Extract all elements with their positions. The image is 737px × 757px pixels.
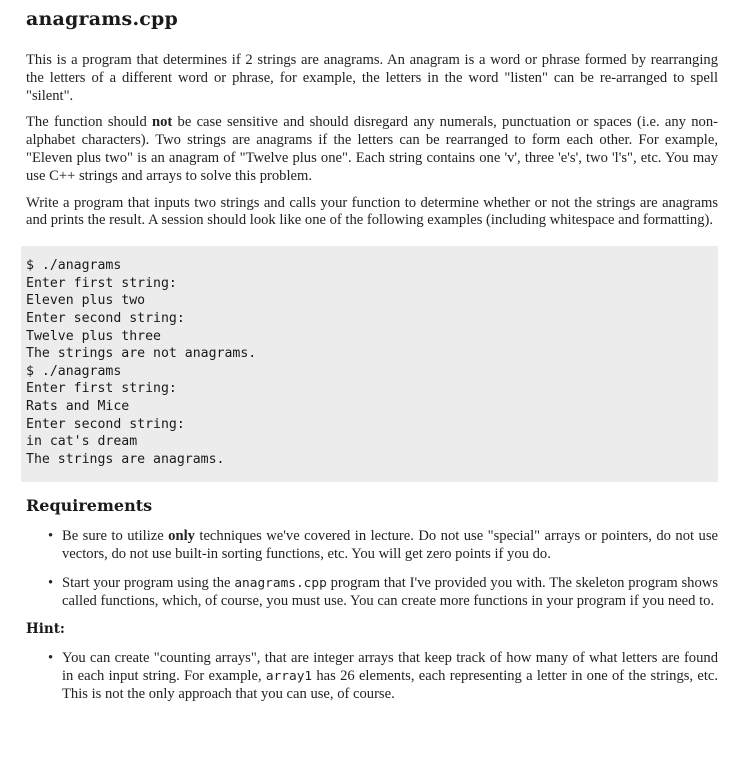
document-page xyxy=(26,8,718,715)
intro-p2-emphasis: not xyxy=(152,114,173,131)
hint1-code: array1 xyxy=(265,669,313,685)
req2-start: Start your program using the xyxy=(62,574,235,591)
req1-emphasis: only xyxy=(168,528,195,545)
req2-end: program that I've provided you with. The skeleton program shows called functions, which, of course, you must use. You can create more functions in your program if you need to. xyxy=(62,574,718,609)
intro-paragraph-3: Write a program that inputs two strings and calls your function to determine whether or not the strings are anagrams and prints the result. A session should look like one of the following examples (including whitespace and formatting). xyxy=(26,194,718,229)
req2-filename: anagrams.cpp xyxy=(234,575,327,591)
code-line: in cat's dream xyxy=(26,434,138,450)
code-line: The strings are not anagrams. xyxy=(26,346,257,362)
code-line: $ ./anagrams xyxy=(26,258,122,274)
hint-list xyxy=(26,650,718,703)
bullet-icon: • xyxy=(48,574,54,591)
requirements-item xyxy=(48,574,718,611)
code-line: Eleven plus two xyxy=(26,293,146,309)
code-line: Twelve plus three xyxy=(26,328,161,344)
req1-end: techniques we've covered in lecture. Do not use "special" arrays or pointers, do not use vectors, do not use built-in sorting functions, etc. You will get zero points if you do. xyxy=(62,528,718,563)
intro-p2-start: The function should xyxy=(26,114,153,131)
code-line: The strings are anagrams. xyxy=(26,451,225,467)
intro-paragraph-2 xyxy=(26,114,718,185)
hint1-end: has 26 elements, each representing a letter in one of the strings, etc. This is not the only approach that you can use, of course. xyxy=(62,668,719,703)
intro-paragraph-1: This is a program that determines if 2 strings are anagrams. An anagram is a word or phrase formed by rearranging the letters of a different word or phrase, for example, the letters in the word "listen" can be re-arranged to spell "silent". xyxy=(26,52,718,104)
hint1-start: You can create "counting arrays", that are integer arrays that keep track of how many of what letters are found in each input string. For example, xyxy=(62,650,718,685)
code-line: Enter first string: xyxy=(26,275,177,291)
bullet-icon: • xyxy=(48,528,54,545)
hint-heading: Hint: xyxy=(26,621,65,638)
code-line: Enter first string: xyxy=(26,381,177,397)
page-title: anagrams.cpp xyxy=(26,8,178,30)
requirements-item xyxy=(48,528,718,564)
req1-start: Be sure to utilize xyxy=(62,528,169,545)
code-line: $ ./anagrams xyxy=(26,363,122,379)
requirements-list xyxy=(26,528,718,610)
hint-item xyxy=(48,650,719,703)
code-line: Enter second string: xyxy=(26,310,185,326)
requirements-heading: Requirements xyxy=(26,496,153,516)
intro-p2-end: be case sensitive and should disregard any numerals, punctuation or spaces (i.e. any non-alphabet characters). Two strings are anagrams if the letters can be rearranged to form each other. For example, "Eleven plus two" is an anagram of "Twelve plus one". Each string contains one 'v', three 'e's', two 'l's", etc. You may use C++ strings and arrays to solve this problem. xyxy=(26,114,718,184)
code-line: Enter second string: xyxy=(26,416,185,432)
bullet-icon: • xyxy=(48,650,54,667)
session-code-block xyxy=(21,246,718,482)
code-line: Rats and Mice xyxy=(26,398,130,414)
